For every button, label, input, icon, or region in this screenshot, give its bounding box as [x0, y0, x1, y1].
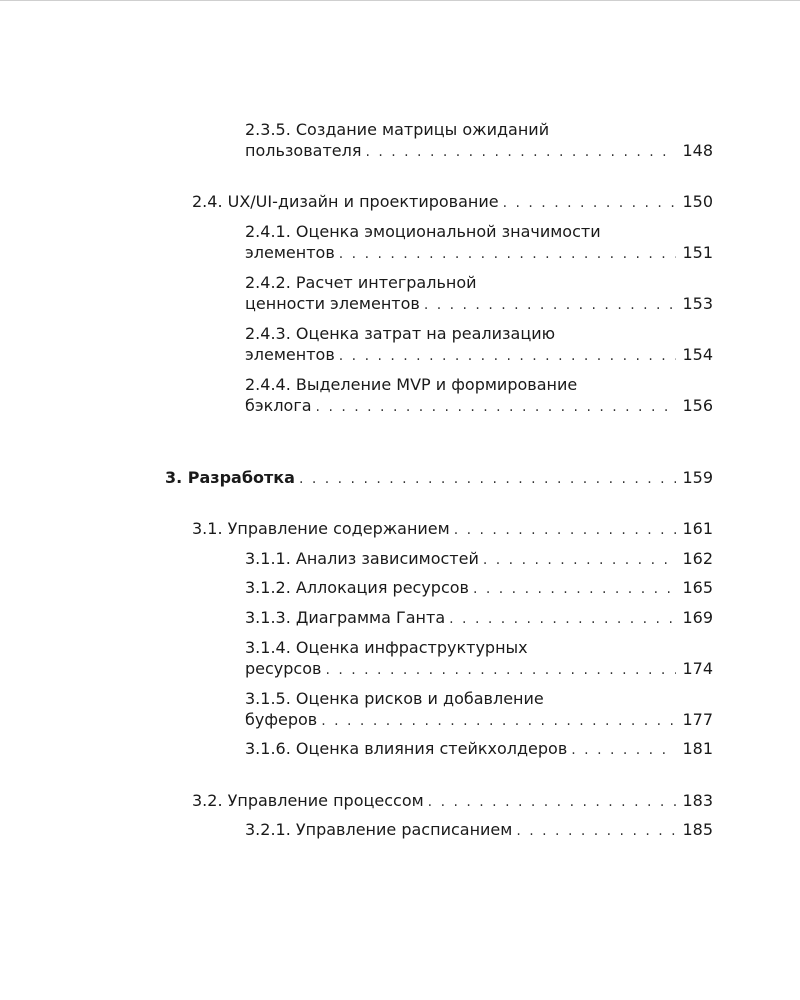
toc-entry-row — [245, 293, 713, 316]
toc-entry-row — [245, 242, 713, 265]
toc-page-number: 169 — [682, 608, 713, 627]
toc-page-number: 151 — [682, 243, 713, 262]
toc-entry-row — [192, 191, 713, 214]
toc-entry-title-line: 2.4.1. Оценка эмоциональной значимости — [245, 222, 601, 241]
toc-entry-label: ресурсов — [245, 659, 322, 678]
dot-leader — [325, 660, 676, 681]
toc-entry-title-line: 2.4.4. Выделение MVP и формирование — [245, 375, 578, 394]
toc-entry — [245, 577, 713, 600]
dot-leader — [449, 609, 676, 630]
toc-entry-row — [165, 467, 713, 490]
toc-entry-row — [245, 819, 713, 842]
toc-page-number: 181 — [682, 739, 713, 758]
toc-page-number: 165 — [682, 578, 713, 597]
toc-entry-row — [245, 738, 713, 761]
toc-entry-row — [245, 658, 713, 681]
toc-entry-label: пользователя — [245, 141, 362, 160]
toc-entry-row — [192, 518, 713, 541]
toc-entry-row — [245, 709, 713, 732]
toc-entry-label: бэклога — [245, 396, 312, 415]
dot-leader — [299, 469, 677, 490]
toc-entry — [245, 221, 713, 265]
dot-leader — [503, 193, 677, 214]
toc-entry — [245, 738, 713, 761]
toc-entry-title-line: 2.4.3. Оценка затрат на реализацию — [245, 324, 556, 343]
toc-entry-row — [245, 140, 713, 163]
toc-entry-row — [245, 607, 713, 630]
toc-page-number: 154 — [682, 345, 713, 364]
toc-page-number: 177 — [682, 710, 713, 729]
toc-page-number: 148 — [682, 141, 713, 160]
toc-entry-title-line: 2.4.2. Расчет интегральной — [245, 273, 477, 292]
toc-entry-label: элементов — [245, 243, 335, 262]
toc-page-number: 156 — [682, 396, 713, 415]
toc-entry — [245, 272, 713, 316]
dot-leader — [339, 346, 677, 367]
toc-page-number: 183 — [682, 791, 713, 810]
toc-entry — [245, 119, 713, 163]
toc-entry-label: 3.1.3. Диаграмма Ганта — [245, 608, 446, 627]
toc-entry — [245, 637, 713, 681]
toc-entry-label: элементов — [245, 345, 335, 364]
toc-entry-label: 3.1. Управление содержанием — [192, 519, 450, 538]
toc-entry-label: 3.1.6. Оценка влияния стейкхолдеров — [245, 739, 568, 758]
toc-entry — [245, 374, 713, 418]
toc-entry-row — [245, 344, 713, 367]
toc-page-number: 162 — [682, 549, 713, 568]
toc-entry — [245, 607, 713, 630]
dot-leader — [454, 520, 677, 541]
dot-leader — [424, 295, 677, 316]
toc-entry-label: буферов — [245, 710, 318, 729]
toc-entry — [192, 790, 713, 813]
toc-page-number: 185 — [682, 820, 713, 839]
toc-chapter-label: 3. Разработка — [165, 468, 295, 487]
dot-leader — [321, 711, 676, 732]
toc-page-number: 159 — [682, 468, 713, 487]
toc-entry — [245, 548, 713, 571]
toc-entry — [192, 191, 713, 214]
toc-entry-row — [245, 577, 713, 600]
toc-entry-row — [245, 395, 713, 418]
toc-entry-title-line: 3.1.5. Оценка рисков и добавление — [245, 689, 544, 708]
toc-entry — [245, 323, 713, 367]
toc-entry-row — [245, 548, 713, 571]
dot-leader — [516, 821, 676, 842]
toc-page-number: 153 — [682, 294, 713, 313]
toc-entry-label: 3.1.2. Аллокация ресурсов — [245, 578, 469, 597]
dot-leader — [571, 740, 676, 761]
toc-page-number: 174 — [682, 659, 713, 678]
toc-entry — [245, 688, 713, 732]
toc-chapter-entry — [165, 467, 713, 490]
toc-entry-label: ценности элементов — [245, 294, 420, 313]
dot-leader — [316, 397, 677, 418]
toc-entry-title-line: 2.3.5. Создание матрицы ожиданий — [245, 120, 550, 139]
toc-page-number: 150 — [682, 192, 713, 211]
toc-entry-label: 3.2.1. Управление расписанием — [245, 820, 513, 839]
toc-entry — [245, 819, 713, 842]
dot-leader — [483, 550, 677, 571]
toc-entry-label: 3.1.1. Анализ зависимостей — [245, 549, 479, 568]
toc-page-number: 161 — [682, 519, 713, 538]
toc-entry-label: 2.4. UX/UI-дизайн и проектирование — [192, 192, 499, 211]
dot-leader — [365, 142, 676, 163]
toc-entry-label: 3.2. Управление процессом — [192, 791, 424, 810]
dot-leader — [339, 244, 677, 265]
dot-leader — [428, 792, 677, 813]
toc-entry — [192, 518, 713, 541]
dot-leader — [473, 579, 676, 600]
toc-entry-title-line: 3.1.4. Оценка инфраструктурных — [245, 638, 528, 657]
toc-entry-row — [192, 790, 713, 813]
